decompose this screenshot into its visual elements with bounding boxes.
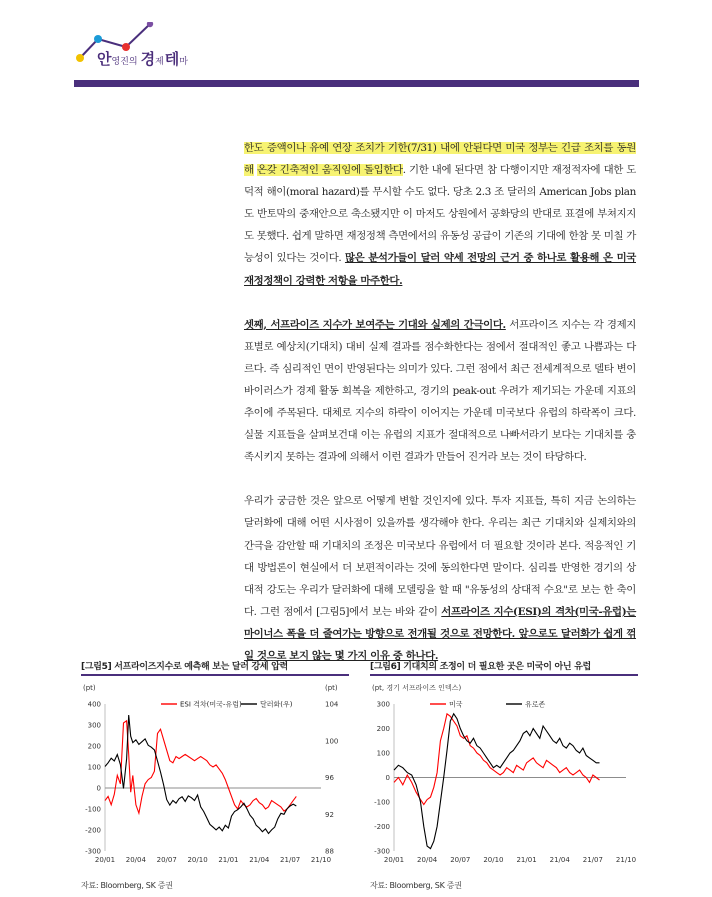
logo-part: 안 bbox=[97, 50, 112, 68]
chart-source: 자료: Bloomberg, SK 증권 bbox=[81, 881, 173, 890]
logo-dot bbox=[76, 54, 84, 62]
series-line-1 bbox=[105, 721, 296, 813]
y-tick-label: -200 bbox=[85, 826, 101, 835]
y-tick-label: 200 bbox=[376, 725, 390, 733]
chart-title: [그림5] 서프라이즈지수로 예측해 보는 달러 강세 압력 bbox=[81, 662, 288, 672]
y-tick-label: -100 bbox=[85, 805, 101, 814]
y-axis-label-right: (pt) bbox=[325, 684, 338, 692]
y-tick-label-right: 88 bbox=[325, 847, 334, 856]
highlight-text: 온갖 긴축적인 움직임에 돌입한다 bbox=[257, 164, 403, 177]
y-tick-label: 0 bbox=[96, 784, 101, 793]
x-tick-label: 21/10 bbox=[615, 856, 637, 864]
underlined-text: 서프라이즈 지수(ESI)의 격차(미국-유럽)는 마이너스 폭을 더 줄여가는 방향으로 전개될 것으로 전망한다. 앞으로도 달러화가 쉽게 꺾일 것으로 보지 않는 몇 가지 이유 중 하나다. bbox=[244, 605, 636, 662]
y-tick-label: 0 bbox=[385, 774, 390, 782]
y-tick-label: 100 bbox=[87, 763, 101, 772]
y-tick-label: 400 bbox=[87, 700, 101, 709]
x-tick-label: 20/10 bbox=[187, 856, 208, 864]
series-line-2 bbox=[394, 714, 600, 849]
y-tick-label-right: 92 bbox=[325, 810, 334, 819]
y-tick-label-right: 104 bbox=[325, 700, 339, 709]
x-tick-label: 21/04 bbox=[249, 856, 270, 864]
x-tick-label: 20/04 bbox=[125, 856, 146, 864]
x-tick-label: 20/07 bbox=[156, 856, 177, 864]
logo-part: 경 bbox=[140, 50, 156, 68]
x-tick-label: 20/01 bbox=[94, 856, 116, 864]
y-tick-label: -300 bbox=[85, 847, 101, 856]
y-tick-label: 300 bbox=[376, 700, 390, 709]
paragraph-text: 서프라이즈 지수는 각 경제지표별로 예상치(기대치) 대비 실제 결과를 점수화한다는 점에서 절대적인 좋고 나쁨과는 다르다. 즉 심리적인 면이 반영된다는 의미가 있다. 그런 점에서 최근 전세계적으로 델타 변이 바이러스가 경제 활동 회복을 제한하고, 경기의 peak-out 우려가 제기되는 가운데 지표의 추이에 주목된다. 대체로 지수의 하락이 이어지는 가운데 미국보다 유럽의 하락폭이 크다. 실물 지표들을 살펴보건대 이는 유럽의 지표가 절대적으로 나빠서라기 보다는 기대치를 충족시키지 못하는 결과에 의해서 이런 결과가 만들어 진거라 보는 것이 타당하다. bbox=[244, 318, 636, 464]
logo-part: 테 bbox=[164, 50, 180, 68]
paragraph-text: . 기한 내에 된다면 참 다행이지만 재정적자에 대한 도덕적 해이(moral hazard)를 무시할 수도 없다. 당초 2.3 조 달러의 American Jobs plan 도 반토막의 중재안으로 축소됐지만 이 마저도 상원에서 공화당의 반대로 표결에 부쳐지지도 못했다. 쉽게 말하면 재정정책 측면에서의 유동성 공급이 기존의 기대에 한참 못 미칠 가능성이 있다는 것이다. bbox=[244, 164, 636, 265]
chart-source: 자료: Bloomberg, SK 증권 bbox=[370, 881, 462, 890]
chart-surprise-index bbox=[370, 678, 638, 878]
y-tick-label-right: 100 bbox=[325, 737, 339, 746]
paragraph-3 bbox=[244, 490, 636, 667]
chart-title: [그림6] 기대치의 조정이 더 필요한 곳은 미국이 아닌 유럽 bbox=[370, 662, 591, 672]
legend-label: ESI 격차(미국-유럽) bbox=[180, 700, 242, 709]
legend-label: 미국 bbox=[449, 700, 463, 709]
y-tick-label-right: 96 bbox=[325, 774, 334, 782]
y-axis-label: (pt, 경기 서프라이즈 인덱스) bbox=[372, 684, 462, 692]
chart-divider bbox=[81, 674, 349, 676]
y-axis-label: (pt) bbox=[83, 684, 96, 692]
legend-label: 달러화(우) bbox=[260, 700, 293, 709]
y-tick-label: 300 bbox=[87, 721, 101, 730]
x-tick-label: 20/10 bbox=[483, 856, 504, 864]
logo-dot bbox=[94, 35, 102, 43]
x-tick-label: 21/01 bbox=[218, 856, 239, 864]
series-line-2 bbox=[105, 715, 296, 834]
body-text bbox=[244, 137, 636, 667]
logo-part: 영진의 bbox=[111, 57, 138, 67]
x-tick-label: 21/04 bbox=[549, 856, 570, 864]
header-divider bbox=[74, 80, 639, 87]
x-tick-label: 21/07 bbox=[582, 856, 603, 864]
paragraph-2 bbox=[244, 314, 636, 469]
x-tick-label: 20/01 bbox=[383, 856, 405, 864]
paragraph-text: 우리가 궁금한 것은 앞으로 어떻게 변할 것인지에 있다. 투자 지표들, 특히 지금 논의하는 달러화에 대해 어떤 시사점이 있을까를 생각해야 한다. 우리는 최근 기대치와 실제치와의 간극을 감안할 때 기대치의 조정은 미국보다 유럽에서 더 필요할 것이라 본다. 적응적인 기대 방법론이 현실에서 더 보편적이라는 것에 동의한다면 말이다. 심리를 반영한 경기의 상대적 강도는 우리가 달러화에 대해 모델링을 할 때 "유동성의 상대적 수요"로 보는 한 축이다. 그런 점에서 [그림5]에서 보는 바와 같이 bbox=[244, 495, 636, 618]
chart-divider bbox=[370, 674, 638, 676]
y-tick-label: 100 bbox=[376, 749, 390, 758]
x-tick-label: 20/04 bbox=[417, 856, 438, 864]
y-tick-label: -100 bbox=[374, 798, 390, 807]
y-tick-label: -300 bbox=[374, 847, 390, 856]
underlined-text: 셋째, 서프라이즈 지수가 보여주는 기대와 실제의 간극이다. bbox=[244, 318, 506, 331]
y-tick-label: -200 bbox=[374, 823, 390, 831]
x-tick-label: 20/07 bbox=[450, 856, 471, 864]
chart-surprise-gap bbox=[81, 678, 349, 878]
series-line-1 bbox=[394, 714, 600, 805]
underlined-text: 많은 분석가들이 달러 약세 전망의 근거 중 하나로 활용해 온 미국 재정정책이 강력한 저항을 마주한다. bbox=[244, 252, 636, 287]
highlight-text: 한도 증액이나 유예 연장 조치가 기한(7/31) 내에 안된다면 미국 정부는 긴급 조치를 동원해 bbox=[244, 142, 636, 177]
y-tick-label: 200 bbox=[87, 742, 101, 751]
legend-label: 유로존 bbox=[525, 700, 546, 709]
logo-part: 마 bbox=[179, 57, 188, 67]
x-tick-label: 21/10 bbox=[310, 856, 332, 864]
x-tick-label: 21/07 bbox=[280, 856, 301, 864]
logo-text bbox=[97, 48, 188, 69]
x-tick-label: 21/01 bbox=[516, 856, 537, 864]
logo-part: 제 bbox=[155, 57, 164, 67]
paragraph-1 bbox=[244, 137, 636, 292]
